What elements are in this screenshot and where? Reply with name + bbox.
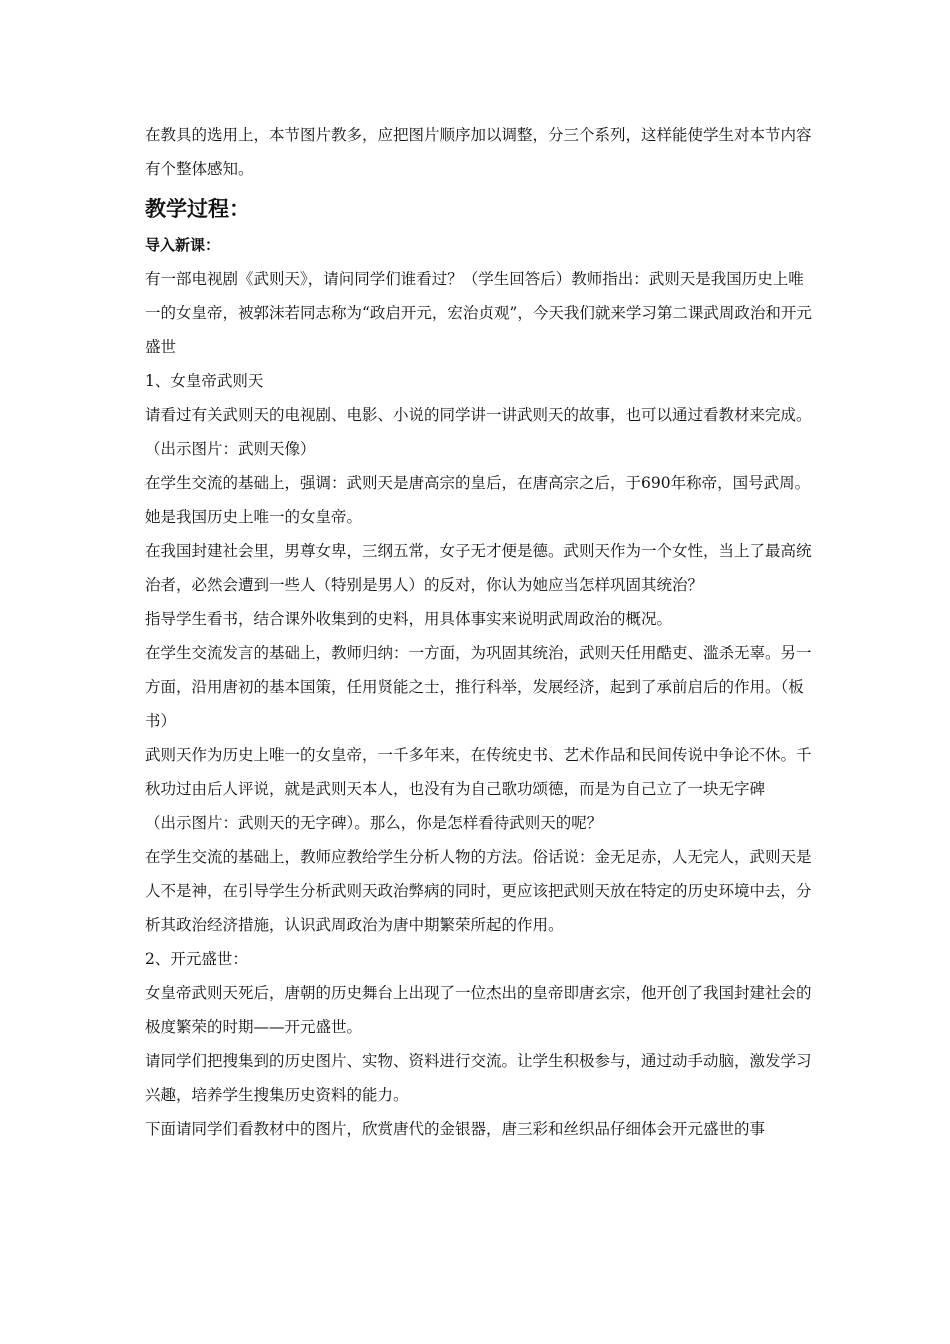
paragraph: 女皇帝武则天死后，唐朝的历史舞台上出现了一位杰出的皇帝即唐玄宗，他开创了我国封建社会的极度繁荣的时期——开元盛世。 <box>145 984 812 1036</box>
paragraph: 武则天作为历史上唯一的女皇帝，一千多年来，在传统史书、艺术作品和民间传说中争论不休。千秋功过由后人评说，就是武则天本人，也没有为自己歌功颂德，而是为自己立了一块无字碑 <box>145 746 812 798</box>
paragraph: 请同学们把搜集到的历史图片、实物、资料进行交流。让学生积极参与，通过动手动脑，激发学习兴趣，培养学生搜集历史资料的能力。 <box>145 1052 812 1104</box>
paragraph: 下面请同学们看教材中的图片，欣赏唐代的金银器，唐三彩和丝织品仔细体会开元盛世的事 <box>145 1120 766 1138</box>
paragraph: 在学生交流的基础上，强调：武则天是唐高宗的皇后，在唐高宗之后，于690年称帝，国号武周。她是我国历史上唯一的女皇帝。 <box>145 474 811 526</box>
section-heading-empress: 1、女皇帝武则天 <box>145 372 264 390</box>
paragraph: 有一部电视剧《武则天》，请问同学们谁看过？（学生回答后）教师指出：武则天是我国历史上唯一的女皇帝，被郭沫若同志称为“政启开元，宏治贞观”，今天我们就来学习第二课武周政治和开元盛世 <box>145 270 812 356</box>
intro-paragraph: 在教具的选用上，本节图片教多，应把图片顺序加以调整，分三个系列，这样能使学生对本节内容有个整体感知。 <box>145 126 812 178</box>
paragraph: （出示图片：武则天的无字碑）。那么，你是怎样看待武则天的呢？ <box>145 814 603 832</box>
section-heading-kaiyuan: 2、开元盛世： <box>145 950 248 968</box>
paragraph: 请看过有关武则天的电视剧、电影、小说的同学讲一讲武则天的故事，也可以通过看教材来完成。（出示图片：武则天像） <box>145 406 812 458</box>
subsection-title: 导入新课： <box>145 236 221 254</box>
paragraph: 在学生交流的基础上，教师应教给学生分析人物的方法。俗话说：金无足赤，人无完人，武则天是人不是神，在引导学生分析武则天政治弊病的同时，更应该把武则天放在特定的历史环境中去，分析其政治经济措施，认识武周政治为唐中期繁荣所起的作用。 <box>145 848 812 934</box>
paragraph: 在我国封建社会里，男尊女卑，三纲五常，女子无才便是德。武则天作为一个女性，当上了最高统治者，必然会遭到一些人（特别是男人）的反对，你认为她应当怎样巩固其统治？ <box>145 542 812 594</box>
paragraph: 指导学生看书，结合课外收集到的史料，用具体事实来说明武周政治的概况。 <box>145 610 673 628</box>
section-title: 教学过程： <box>145 197 250 221</box>
document-page <box>145 118 815 1146</box>
paragraph: 在学生交流发言的基础上，教师归纳：一方面，为巩固其统治，武则天任用酷吏、滥杀无辜。另一方面，沿用唐初的基本国策，任用贤能之士，推行科举，发展经济，起到了承前启后的作用。（板书） <box>145 644 812 730</box>
